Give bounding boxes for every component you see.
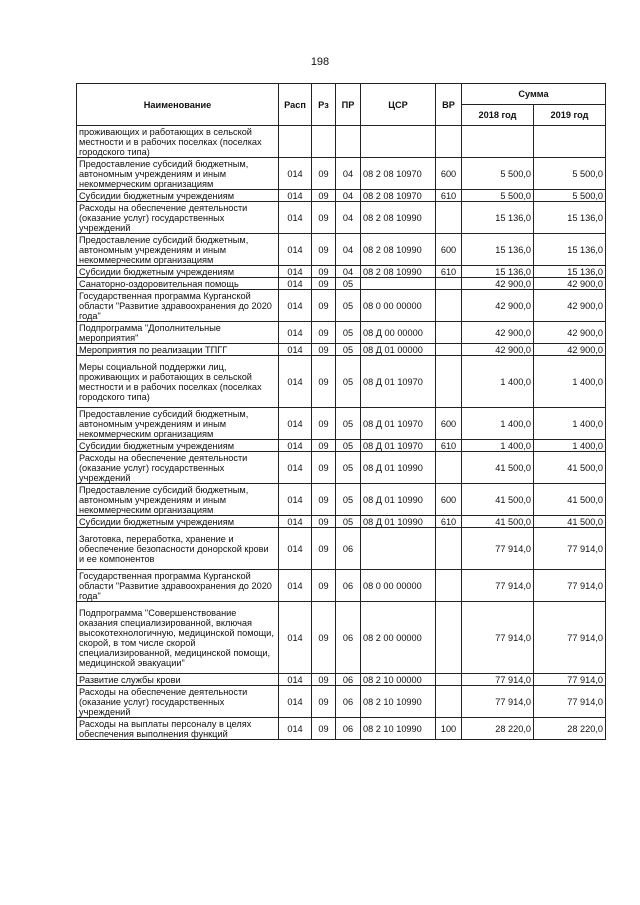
row-rasp: 014 bbox=[279, 602, 312, 674]
row-rasp: 014 bbox=[279, 278, 312, 290]
row-rasp: 014 bbox=[279, 190, 312, 202]
row-sum-2019: 1 400,0 bbox=[534, 408, 606, 440]
row-name: Развитие службы крови bbox=[77, 674, 279, 686]
row-pr: 05 bbox=[336, 278, 361, 290]
row-rz: 09 bbox=[312, 686, 336, 718]
row-name: Субсидии бюджетным учреждениям bbox=[77, 440, 279, 452]
row-sum-2019: 42 900,0 bbox=[534, 322, 606, 344]
table-row bbox=[77, 686, 606, 718]
table-row bbox=[77, 202, 606, 234]
row-sum-2018: 5 500,0 bbox=[462, 158, 534, 190]
row-csr: 08 2 00 00000 bbox=[361, 602, 436, 674]
row-sum-2018: 5 500,0 bbox=[462, 190, 534, 202]
row-sum-2019: 42 900,0 bbox=[534, 290, 606, 322]
row-sum-2018: 1 400,0 bbox=[462, 440, 534, 452]
row-sum-2018: 77 914,0 bbox=[462, 528, 534, 570]
table-row bbox=[77, 356, 606, 408]
table-row bbox=[77, 266, 606, 278]
row-rasp: 014 bbox=[279, 570, 312, 602]
row-rz: 09 bbox=[312, 202, 336, 234]
row-rz: 09 bbox=[312, 190, 336, 202]
row-name: Субсидии бюджетным учреждениям bbox=[77, 516, 279, 528]
row-pr: 04 bbox=[336, 202, 361, 234]
row-sum-2019: 41 500,0 bbox=[534, 484, 606, 516]
table-row bbox=[77, 158, 606, 190]
row-name: Меры социальной поддержки лиц, проживающих и работающих в сельской местности и в рабочих поселках (поселках городского типа) bbox=[77, 356, 279, 408]
row-csr: 08 2 10 10990 bbox=[361, 686, 436, 718]
row-pr: 06 bbox=[336, 528, 361, 570]
header-2019: 2019 год bbox=[534, 105, 606, 126]
row-csr bbox=[361, 528, 436, 570]
row-vr bbox=[436, 356, 462, 408]
row-rasp: 014 bbox=[279, 158, 312, 190]
row-pr: 05 bbox=[336, 484, 361, 516]
page-number: 198 bbox=[310, 56, 330, 68]
row-sum-2019: 28 220,0 bbox=[534, 718, 606, 740]
row-sum-2018: 15 136,0 bbox=[462, 266, 534, 278]
row-vr: 600 bbox=[436, 484, 462, 516]
row-csr: 08 2 08 10970 bbox=[361, 190, 436, 202]
row-name: Предоставление субсидий бюджетным, автономным учреждениям и иным некоммерческим организациям bbox=[77, 234, 279, 266]
row-sum-2019: 42 900,0 bbox=[534, 278, 606, 290]
row-vr: 610 bbox=[436, 190, 462, 202]
row-name: Подпрограмма "Дополнительные мероприятия" bbox=[77, 322, 279, 344]
row-vr bbox=[436, 602, 462, 674]
row-name: Расходы на выплаты персоналу в целях обеспечения выполнения функций bbox=[77, 718, 279, 740]
row-sum-2018: 41 500,0 bbox=[462, 516, 534, 528]
row-sum-2019: 77 914,0 bbox=[534, 686, 606, 718]
row-sum-2019: 5 500,0 bbox=[534, 190, 606, 202]
row-vr bbox=[436, 686, 462, 718]
row-rz: 09 bbox=[312, 440, 336, 452]
row-sum-2018: 77 914,0 bbox=[462, 686, 534, 718]
row-csr: 08 Д 01 10990 bbox=[361, 516, 436, 528]
row-csr: 08 Д 01 10990 bbox=[361, 484, 436, 516]
row-rasp: 014 bbox=[279, 452, 312, 484]
row-csr: 08 0 00 00000 bbox=[361, 570, 436, 602]
row-name: Предоставление субсидий бюджетным, автономным учреждениям и иным некоммерческим организациям bbox=[77, 484, 279, 516]
row-csr bbox=[361, 278, 436, 290]
row-vr bbox=[436, 126, 462, 158]
row-sum-2019: 42 900,0 bbox=[534, 344, 606, 356]
row-pr: 05 bbox=[336, 322, 361, 344]
row-vr: 100 bbox=[436, 718, 462, 740]
row-vr: 610 bbox=[436, 440, 462, 452]
table-row bbox=[77, 452, 606, 484]
table-row bbox=[77, 126, 606, 158]
row-vr: 610 bbox=[436, 516, 462, 528]
row-csr: 08 2 08 10990 bbox=[361, 234, 436, 266]
row-name: Санаторно-оздоровительная помощь bbox=[77, 278, 279, 290]
row-rasp: 014 bbox=[279, 718, 312, 740]
table-row bbox=[77, 344, 606, 356]
table-row bbox=[77, 718, 606, 740]
row-rz: 09 bbox=[312, 528, 336, 570]
row-sum-2018: 1 400,0 bbox=[462, 356, 534, 408]
header-vr: ВР bbox=[436, 84, 462, 126]
row-pr: 04 bbox=[336, 158, 361, 190]
row-rasp bbox=[279, 126, 312, 158]
row-vr bbox=[436, 674, 462, 686]
row-pr: 04 bbox=[336, 190, 361, 202]
row-rz: 09 bbox=[312, 234, 336, 266]
row-sum-2019: 77 914,0 bbox=[534, 528, 606, 570]
row-vr bbox=[436, 202, 462, 234]
row-name: Предоставление субсидий бюджетным, автономным учреждениям и иным некоммерческим организациям bbox=[77, 158, 279, 190]
row-csr: 08 0 00 00000 bbox=[361, 290, 436, 322]
table-row bbox=[77, 674, 606, 686]
row-rasp: 014 bbox=[279, 528, 312, 570]
row-rasp: 014 bbox=[279, 408, 312, 440]
row-name: Расходы на обеспечение деятельности (оказание услуг) государственных учреждений bbox=[77, 452, 279, 484]
row-vr: 600 bbox=[436, 408, 462, 440]
row-rz: 09 bbox=[312, 278, 336, 290]
row-rz: 09 bbox=[312, 344, 336, 356]
row-sum-2019: 1 400,0 bbox=[534, 440, 606, 452]
row-sum-2018: 15 136,0 bbox=[462, 202, 534, 234]
row-pr: 05 bbox=[336, 408, 361, 440]
row-rasp: 014 bbox=[279, 344, 312, 356]
row-rasp: 014 bbox=[279, 322, 312, 344]
table-row bbox=[77, 290, 606, 322]
row-pr: 05 bbox=[336, 290, 361, 322]
budget-table bbox=[76, 83, 606, 740]
table-row bbox=[77, 516, 606, 528]
row-name: Расходы на обеспечение деятельности (оказание услуг) государственных учреждений bbox=[77, 202, 279, 234]
row-name: Государственная программа Курганской области "Развитие здравоохранения до 2020 года" bbox=[77, 290, 279, 322]
row-rasp: 014 bbox=[279, 686, 312, 718]
row-rz: 09 bbox=[312, 602, 336, 674]
row-csr: 08 Д 01 10970 bbox=[361, 408, 436, 440]
row-name: Подпрограмма "Совершенствование оказания специализированной, включая высокотехнологичную, медицинской помощи, скорой, в том числе скорой специализированной, медицинской помощи, медицинской эвакуации" bbox=[77, 602, 279, 674]
row-name: Расходы на обеспечение деятельности (оказание услуг) государственных учреждений bbox=[77, 686, 279, 718]
row-csr bbox=[361, 126, 436, 158]
row-sum-2018: 41 500,0 bbox=[462, 452, 534, 484]
row-pr: 05 bbox=[336, 356, 361, 408]
row-sum-2019: 41 500,0 bbox=[534, 516, 606, 528]
row-sum-2019: 77 914,0 bbox=[534, 570, 606, 602]
table-row bbox=[77, 528, 606, 570]
row-name: Предоставление субсидий бюджетным, автономным учреждениям и иным некоммерческим организациям bbox=[77, 408, 279, 440]
row-sum-2018: 15 136,0 bbox=[462, 234, 534, 266]
header-sum: Сумма bbox=[462, 84, 606, 105]
row-sum-2018: 77 914,0 bbox=[462, 602, 534, 674]
header-csr: ЦСР bbox=[361, 84, 436, 126]
row-pr: 06 bbox=[336, 570, 361, 602]
row-vr bbox=[436, 290, 462, 322]
row-csr: 08 2 08 10990 bbox=[361, 266, 436, 278]
header-rz: Рз bbox=[312, 84, 336, 126]
row-rasp: 014 bbox=[279, 516, 312, 528]
row-sum-2018 bbox=[462, 126, 534, 158]
row-sum-2019 bbox=[534, 126, 606, 158]
row-sum-2019: 1 400,0 bbox=[534, 356, 606, 408]
row-rz: 09 bbox=[312, 484, 336, 516]
row-vr bbox=[436, 528, 462, 570]
table-row bbox=[77, 278, 606, 290]
row-csr: 08 Д 01 10970 bbox=[361, 440, 436, 452]
row-pr: 05 bbox=[336, 344, 361, 356]
row-sum-2018: 77 914,0 bbox=[462, 570, 534, 602]
row-csr: 08 2 08 10990 bbox=[361, 202, 436, 234]
table-row bbox=[77, 602, 606, 674]
row-sum-2019: 77 914,0 bbox=[534, 602, 606, 674]
table-row bbox=[77, 234, 606, 266]
row-sum-2018: 42 900,0 bbox=[462, 290, 534, 322]
row-pr: 05 bbox=[336, 440, 361, 452]
row-vr bbox=[436, 322, 462, 344]
row-rasp: 014 bbox=[279, 290, 312, 322]
row-sum-2019: 77 914,0 bbox=[534, 674, 606, 686]
row-rasp: 014 bbox=[279, 266, 312, 278]
row-pr: 04 bbox=[336, 266, 361, 278]
row-csr: 08 Д 01 10990 bbox=[361, 452, 436, 484]
table-row bbox=[77, 440, 606, 452]
row-pr: 04 bbox=[336, 234, 361, 266]
row-sum-2018: 41 500,0 bbox=[462, 484, 534, 516]
row-csr: 08 Д 01 00000 bbox=[361, 344, 436, 356]
row-vr bbox=[436, 570, 462, 602]
row-rz: 09 bbox=[312, 452, 336, 484]
row-vr bbox=[436, 452, 462, 484]
header-rasp: Расп bbox=[279, 84, 312, 126]
row-vr: 600 bbox=[436, 158, 462, 190]
row-rz: 09 bbox=[312, 570, 336, 602]
row-csr: 08 2 08 10970 bbox=[361, 158, 436, 190]
row-pr: 05 bbox=[336, 452, 361, 484]
row-rz bbox=[312, 126, 336, 158]
row-rasp: 014 bbox=[279, 674, 312, 686]
table-row bbox=[77, 190, 606, 202]
row-rasp: 014 bbox=[279, 234, 312, 266]
row-pr: 06 bbox=[336, 718, 361, 740]
row-rasp: 014 bbox=[279, 202, 312, 234]
row-csr: 08 2 10 10990 bbox=[361, 718, 436, 740]
row-rz: 09 bbox=[312, 356, 336, 408]
row-vr: 610 bbox=[436, 266, 462, 278]
row-sum-2019: 15 136,0 bbox=[534, 202, 606, 234]
row-vr bbox=[436, 344, 462, 356]
row-vr: 600 bbox=[436, 234, 462, 266]
row-rz: 09 bbox=[312, 322, 336, 344]
row-rz: 09 bbox=[312, 290, 336, 322]
row-name: проживающих и работающих в сельской местности и в рабочих поселках (поселках городского типа) bbox=[77, 126, 279, 158]
row-pr: 06 bbox=[336, 686, 361, 718]
table-row bbox=[77, 408, 606, 440]
row-sum-2018: 1 400,0 bbox=[462, 408, 534, 440]
row-sum-2018: 42 900,0 bbox=[462, 278, 534, 290]
row-name: Заготовка, переработка, хранение и обеспечение безопасности донорской крови и ее компонентов bbox=[77, 528, 279, 570]
row-rz: 09 bbox=[312, 516, 336, 528]
row-name: Субсидии бюджетным учреждениям bbox=[77, 266, 279, 278]
row-sum-2019: 5 500,0 bbox=[534, 158, 606, 190]
row-rz: 09 bbox=[312, 158, 336, 190]
row-csr: 08 Д 01 10970 bbox=[361, 356, 436, 408]
row-sum-2019: 15 136,0 bbox=[534, 266, 606, 278]
row-name: Субсидии бюджетным учреждениям bbox=[77, 190, 279, 202]
row-rz: 09 bbox=[312, 718, 336, 740]
table-row bbox=[77, 570, 606, 602]
row-sum-2018: 42 900,0 bbox=[462, 344, 534, 356]
row-sum-2019: 41 500,0 bbox=[534, 452, 606, 484]
row-rasp: 014 bbox=[279, 484, 312, 516]
row-rasp: 014 bbox=[279, 440, 312, 452]
row-sum-2018: 77 914,0 bbox=[462, 674, 534, 686]
row-vr bbox=[436, 278, 462, 290]
row-name: Государственная программа Курганской области "Развитие здравоохранения до 2020 года" bbox=[77, 570, 279, 602]
row-pr: 06 bbox=[336, 602, 361, 674]
row-pr: 05 bbox=[336, 516, 361, 528]
header-2018: 2018 год bbox=[462, 105, 534, 126]
row-rz: 09 bbox=[312, 674, 336, 686]
row-sum-2018: 42 900,0 bbox=[462, 322, 534, 344]
table-row bbox=[77, 484, 606, 516]
row-sum-2018: 28 220,0 bbox=[462, 718, 534, 740]
row-rz: 09 bbox=[312, 266, 336, 278]
row-pr: 06 bbox=[336, 674, 361, 686]
row-rz: 09 bbox=[312, 408, 336, 440]
header-pr: ПР bbox=[336, 84, 361, 126]
header-name: Наименование bbox=[77, 84, 279, 126]
table-row bbox=[77, 322, 606, 344]
row-csr: 08 Д 00 00000 bbox=[361, 322, 436, 344]
row-sum-2019: 15 136,0 bbox=[534, 234, 606, 266]
row-name: Мероприятия по реализации ТПГГ bbox=[77, 344, 279, 356]
row-csr: 08 2 10 00000 bbox=[361, 674, 436, 686]
row-rasp: 014 bbox=[279, 356, 312, 408]
row-pr bbox=[336, 126, 361, 158]
